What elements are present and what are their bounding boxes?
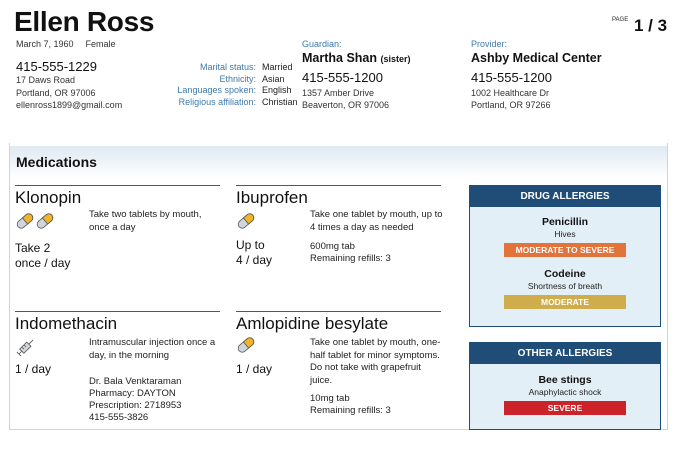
medication-dose-line: 1 / day bbox=[236, 362, 273, 376]
medication-dose-line: 4 / day bbox=[236, 253, 273, 267]
provider-contact bbox=[471, 39, 602, 111]
demographic-label: Marital status: bbox=[199, 62, 256, 72]
patient-phone: 415-555-1229 bbox=[16, 59, 97, 74]
medication-details bbox=[310, 393, 391, 417]
page-label: PAGE bbox=[612, 17, 629, 23]
medication-detail-line: 600mg tab bbox=[310, 241, 355, 252]
medication-card bbox=[236, 185, 441, 295]
medication-divider bbox=[15, 185, 220, 186]
demographic-row bbox=[124, 62, 298, 74]
medication-dose bbox=[15, 362, 51, 377]
medication-dose bbox=[236, 238, 272, 268]
demographic-value: Married bbox=[262, 62, 293, 72]
medication-detail-line: 415-555-3826 bbox=[89, 412, 149, 423]
demographic-value: English bbox=[262, 85, 292, 95]
medication-card bbox=[15, 311, 220, 429]
page-number: 1 / 3 bbox=[634, 16, 668, 35]
guardian-contact bbox=[302, 39, 411, 111]
medications-title: Medications bbox=[16, 154, 97, 170]
medication-detail-line: 10mg tab bbox=[310, 393, 350, 404]
patient-address-line: Portland, OR 97006 bbox=[16, 87, 96, 98]
demographic-label: Ethnicity: bbox=[219, 73, 256, 84]
severity-badge: SEVERE bbox=[504, 401, 626, 415]
demographic-label: Languages spoken: bbox=[177, 85, 256, 95]
medication-instructions: Take one tablet by mouth, up to 4 times a day as needed bbox=[310, 209, 443, 233]
guardian-address bbox=[302, 87, 411, 111]
demographics bbox=[124, 62, 298, 108]
medication-name: Ibuprofen bbox=[236, 188, 308, 207]
allergy-entry bbox=[470, 268, 660, 309]
medication-dose-line: 1 / day bbox=[15, 362, 52, 376]
syringe-icon bbox=[15, 337, 37, 362]
medication-dose bbox=[15, 241, 70, 271]
severity-badge: MODERATE bbox=[504, 295, 626, 309]
patient-address-line: 17 Daws Road bbox=[16, 75, 76, 85]
medication-name: Klonopin bbox=[15, 188, 82, 207]
allergy-name: Penicillin bbox=[541, 216, 589, 228]
medication-divider bbox=[236, 311, 441, 312]
medication-instructions: Take two tablets by mouth, once a day bbox=[89, 209, 202, 233]
medication-detail-line: Pharmacy: DAYTON bbox=[89, 388, 176, 399]
medication-name: Amlopidine besylate bbox=[236, 314, 389, 333]
allergy-entry bbox=[470, 216, 660, 257]
medication-dose bbox=[236, 362, 272, 377]
medication-card bbox=[15, 185, 220, 295]
demographic-row bbox=[124, 97, 298, 109]
pill-capsule-icon bbox=[236, 335, 256, 360]
patient-dob-sex bbox=[16, 39, 116, 49]
pill-capsule-icon bbox=[15, 211, 55, 236]
medication-detail-line: Dr. Bala Venktaraman bbox=[89, 376, 182, 387]
drug-allergies-box bbox=[469, 185, 661, 327]
guardian-address-line: Beaverton, OR 97006 bbox=[302, 100, 390, 110]
allergy-name: Bee stings bbox=[538, 374, 592, 386]
patient-address bbox=[16, 74, 122, 112]
other-allergies-title: OTHER ALLERGIES bbox=[470, 343, 660, 364]
medication-details bbox=[89, 376, 181, 424]
drug-allergies-title: DRUG ALLERGIES bbox=[470, 186, 660, 207]
pill-capsule-icon bbox=[236, 211, 256, 236]
guardian-label: Guardian: bbox=[302, 39, 342, 49]
medication-detail-line: Prescription: 2718953 bbox=[89, 400, 182, 411]
allergy-reaction: Anaphylactic shock bbox=[528, 387, 602, 397]
guardian-name bbox=[302, 51, 411, 65]
medications-header-band bbox=[10, 143, 667, 179]
medication-card bbox=[236, 311, 441, 429]
medication-detail-line: Remaining refills: 3 bbox=[310, 405, 391, 416]
guardian-relation: (sister) bbox=[380, 54, 411, 64]
medication-dose-line: Up to bbox=[236, 238, 265, 252]
provider-name: Ashby Medical Center bbox=[471, 51, 602, 65]
medication-divider bbox=[236, 185, 441, 186]
provider-address-line: Portland, OR 97266 bbox=[471, 100, 551, 110]
allergy-name: Codeine bbox=[544, 268, 586, 280]
provider-phone: 415-555-1200 bbox=[471, 70, 552, 85]
medication-instructions: Take one tablet by mouth, one-half tablet for minor symptoms. Do not take with grapefruit juice. bbox=[310, 337, 441, 386]
provider-address bbox=[471, 87, 602, 111]
severity-badge: MODERATE TO SEVERE bbox=[504, 243, 626, 257]
demographic-value: Asian bbox=[262, 73, 285, 84]
provider-label: Provider: bbox=[471, 39, 508, 49]
provider-address-line: 1002 Healthcare Dr bbox=[471, 88, 550, 98]
medication-dose-line: Take 2 bbox=[15, 241, 51, 255]
allergy-reaction: Hives bbox=[554, 229, 576, 239]
guardian-name-text: Martha Shan bbox=[302, 51, 378, 65]
allergy-entry bbox=[470, 374, 660, 415]
patient-sex: Female bbox=[85, 39, 116, 49]
patient-dob: March 7, 1960 bbox=[16, 39, 74, 49]
demographic-label: Religious affiliation: bbox=[178, 96, 256, 107]
medication-details bbox=[310, 241, 391, 265]
demographic-value: Christian bbox=[262, 96, 298, 107]
allergy-reaction: Shortness of breath bbox=[527, 281, 603, 291]
guardian-phone: 415-555-1200 bbox=[302, 70, 383, 85]
patient-email: ellenross1899@gmail.com bbox=[16, 100, 123, 110]
patient-name: Ellen Ross bbox=[14, 6, 155, 37]
medication-instructions: Intramuscular injection once a day, in the morning bbox=[89, 337, 216, 361]
other-allergies-box bbox=[469, 342, 661, 430]
medication-detail-line: Remaining refills: 3 bbox=[310, 253, 391, 264]
demographic-row bbox=[124, 74, 298, 86]
medication-dose-line: once / day bbox=[15, 256, 71, 270]
demographic-row bbox=[124, 85, 298, 97]
medication-divider bbox=[15, 311, 220, 312]
guardian-address-line: 1357 Amber Drive bbox=[302, 88, 375, 98]
medication-name: Indomethacin bbox=[15, 314, 118, 333]
